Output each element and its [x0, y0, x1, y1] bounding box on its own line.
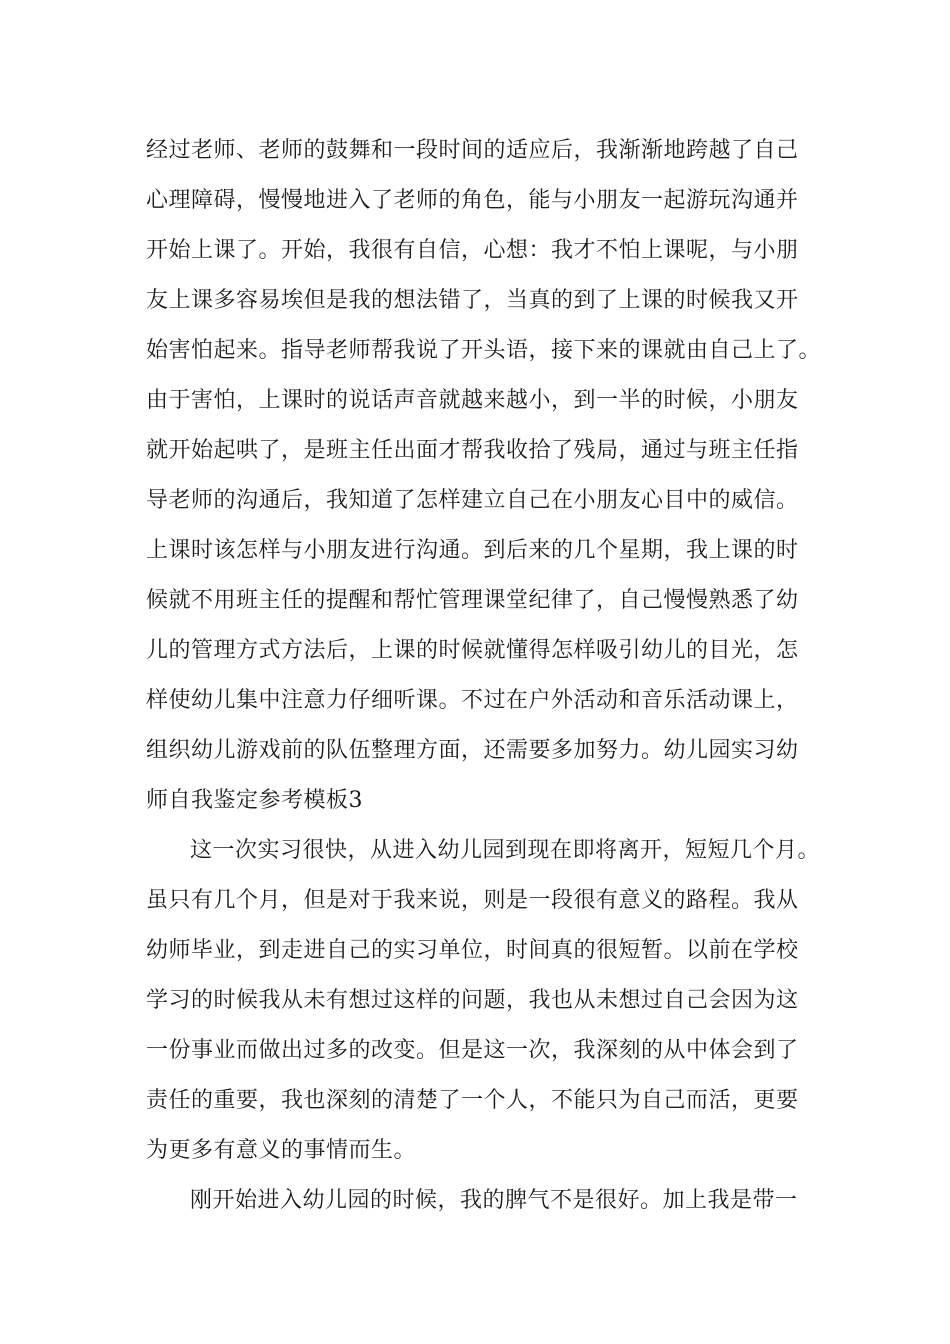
text-line: 学习的时候我从未有想过这样的问题，我也从未想过自己会因为这 [146, 988, 799, 1013]
text-line: 一份事业而做出过多的改变。但是这一次，我深刻的从中体会到了 [146, 1038, 799, 1063]
text-line: 刚开始进入幼儿园的时候，我的脾气不是很好。加上我是带一 [190, 1188, 798, 1213]
text-line: 幼师毕业，到走进自己的实习单位，时间真的很短暂。以前在学校 [146, 938, 799, 963]
text-line: 就开始起哄了，是班主任出面才帮我收拾了残局，通过与班主任指 [146, 438, 799, 463]
text-line: 这一次实习很快，从进入幼儿园到现在即将离开，短短几个月。 [190, 838, 821, 863]
text-line: 导老师的沟通后，我知道了怎样建立自己在小朋友心目中的威信。 [146, 488, 799, 513]
text-line: 开始上课了。开始，我很有自信，心想：我才不怕上课呢，与小朋 [146, 238, 799, 263]
text-line: 候就不用班主任的提醒和帮忙管理课堂纪律了，自己慢慢熟悉了幼 [146, 588, 799, 613]
text-line: 心理障碍，慢慢地进入了老师的角色，能与小朋友一起游玩沟通并 [146, 188, 799, 213]
text-line: 组织幼儿游戏前的队伍整理方面，还需要多加努力。幼儿园实习幼 [146, 738, 799, 763]
text-line: 责任的重要，我也深刻的清楚了一个人，不能只为自己而活，更要 [146, 1088, 799, 1113]
text-line: 儿的管理方式方法后，上课的时候就懂得怎样吸引幼儿的目光，怎 [146, 638, 799, 663]
text-line: 师自我鉴定参考模板3 [146, 788, 363, 813]
text-line: 经过老师、老师的鼓舞和一段时间的适应后，我渐渐地跨越了自己 [146, 138, 799, 163]
text-line: 友上课多容易埃但是我的想法错了，当真的到了上课的时候我又开 [146, 288, 799, 313]
text-line: 样使幼儿集中注意力仔细听课。不过在户外活动和音乐活动课上， [146, 688, 799, 713]
text-line: 上课时该怎样与小朋友进行沟通。到后来的几个星期，我上课的时 [146, 538, 799, 563]
text-line: 始害怕起来。指导老师帮我说了开头语，接下来的课就由自己上了。 [146, 338, 822, 363]
text-line: 为更多有意义的事情而生。 [146, 1138, 417, 1163]
text-line: 由于害怕，上课时的说话声音就越来越小，到一半的时候，小朋友 [146, 388, 799, 413]
text-line: 虽只有几个月，但是对于我来说，则是一段很有意义的路程。我从 [146, 888, 799, 913]
